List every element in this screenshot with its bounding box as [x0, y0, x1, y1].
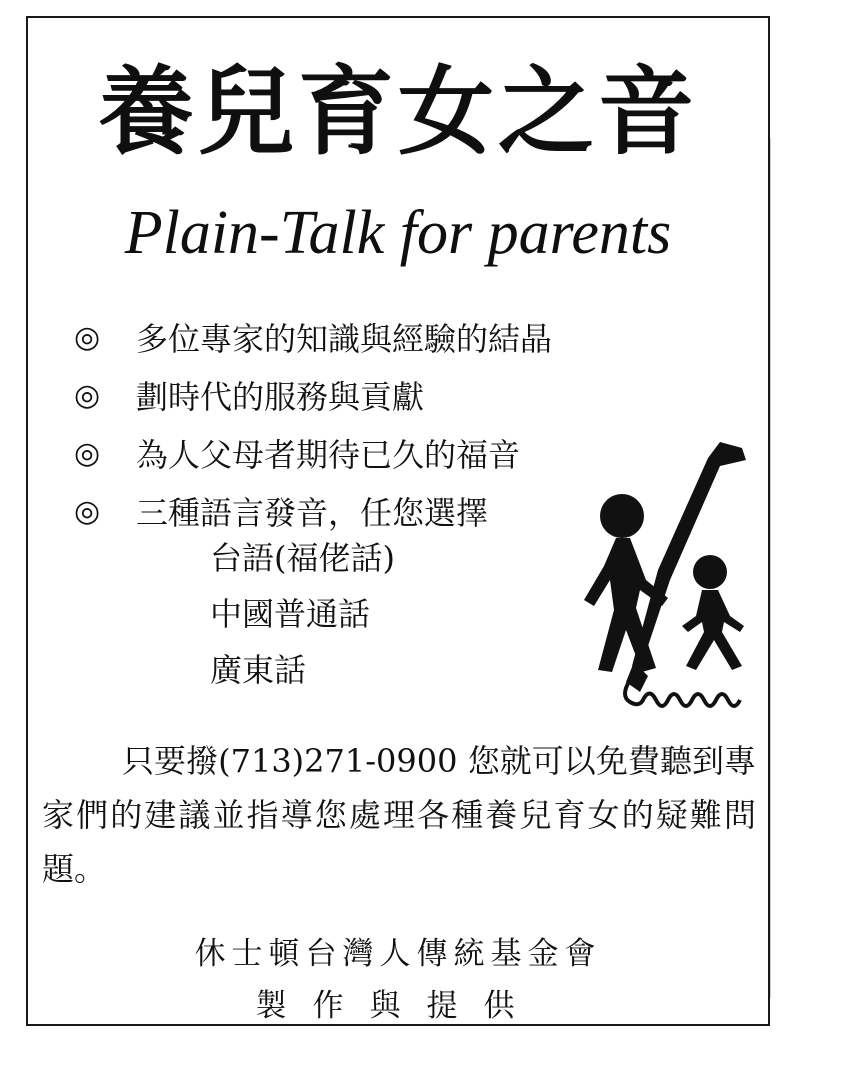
double-circle-bullet-icon: ◎ — [74, 493, 101, 529]
feature-item — [74, 366, 552, 424]
call-to-action-paragraph: 只要撥(713)271-0900 您就可以免費聽到專家們的建議並指導您處理各種養兒育女的疑難問題。 — [42, 742, 756, 888]
double-circle-bullet-icon: ◎ — [74, 319, 101, 355]
ad-title-chinese: 養兒育女之音 — [98, 55, 698, 168]
footer-organization: 休士頓台灣人傳統基金會 — [194, 936, 602, 972]
feature-text: 為人父母者期待已久的福音 — [136, 436, 521, 474]
ad-frame — [26, 16, 770, 1026]
double-circle-bullet-icon: ◎ — [74, 435, 101, 471]
feature-text: 三種語言發音，任您選擇 — [136, 494, 489, 532]
language-mandarin: 中國普通話 — [210, 595, 371, 633]
phone-cord-parent-child-icon — [570, 430, 748, 730]
feature-item — [74, 424, 552, 482]
language-taiwanese: 台語(福佬話) — [210, 539, 395, 577]
language-list — [210, 530, 395, 698]
ad-title-english: Plain-Talk for parents — [124, 199, 672, 267]
feature-list — [74, 308, 552, 540]
double-circle-bullet-icon: ◎ — [74, 377, 101, 413]
feature-text: 劃時代的服務與貢獻 — [136, 378, 425, 416]
feature-text: 多位專家的知識與經驗的結晶 — [136, 320, 553, 358]
scan-artifact-line — [770, 138, 771, 998]
language-cantonese: 廣東話 — [210, 651, 307, 689]
footer-produced-by: 製作與提供 — [255, 988, 541, 1024]
feature-item — [74, 308, 552, 366]
